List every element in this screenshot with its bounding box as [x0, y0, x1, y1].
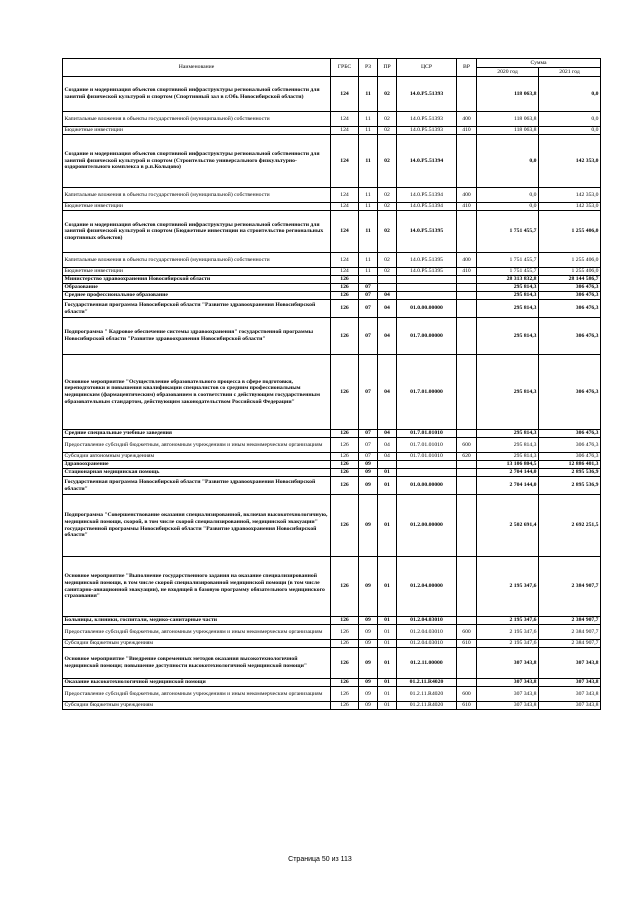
cell-pr: 04 — [378, 430, 397, 438]
cell-sum-2021: 307 343,8 — [539, 687, 601, 702]
table-row — [63, 188, 601, 203]
header-name: Наименование — [63, 59, 331, 77]
cell-name: Предоставление субсидий бюджетным, автономным учреждениям и иным некоммерческим организациям — [63, 625, 331, 640]
table-row — [63, 355, 601, 430]
cell-sum-2020: 307 343,8 — [477, 687, 539, 702]
cell-csr: 14.0.P5.51395 — [397, 211, 457, 253]
table-row — [63, 300, 601, 318]
cell-name: Стационарная медицинская помощь — [63, 469, 331, 477]
cell-vr: 620 — [457, 453, 477, 461]
cell-rz: 07 — [359, 292, 378, 300]
table-row — [63, 702, 601, 710]
cell-csr: 01.7.01.01010 — [397, 438, 457, 453]
cell-sum-2021: 306 476,3 — [539, 292, 601, 300]
table-row — [63, 495, 601, 557]
table-row — [63, 640, 601, 648]
cell-rz: 09 — [359, 640, 378, 648]
cell-name: Основное мероприятие "Осуществление образовательного процесса в сфере подготовки, переподготовки и повышения квалификации специалистов со средним профессиональным медицинским (фармацевтическим) образованием в соответствии с действующим государственным образовательным стандартом, действующим законодательством Российской Федерации" — [63, 355, 331, 430]
cell-csr: 01.2.00.00000 — [397, 495, 457, 557]
cell-pr — [378, 276, 397, 284]
cell-rz: 07 — [359, 453, 378, 461]
cell-grbs: 126 — [331, 300, 359, 318]
cell-vr: 600 — [457, 687, 477, 702]
cell-sum-2021: 306 476,3 — [539, 284, 601, 292]
table-row — [63, 284, 601, 292]
table-row — [63, 469, 601, 477]
cell-vr: 600 — [457, 438, 477, 453]
cell-name: Предоставление субсидий бюджетным, автономным учреждениям и иным некоммерческим организациям — [63, 687, 331, 702]
cell-csr: 01.2.11.R4020 — [397, 679, 457, 687]
cell-grbs: 126 — [331, 557, 359, 617]
cell-grbs: 126 — [331, 453, 359, 461]
cell-sum-2020: 0,0 — [477, 203, 539, 211]
table-row — [63, 135, 601, 188]
cell-name: Здравоохранение — [63, 461, 331, 469]
cell-sum-2021: 306 476,3 — [539, 355, 601, 430]
cell-name: Подпрограмма "Совершенствование оказания специализированной, включая высокотехнологичную, медицинской помощи, скорой, в том числе скорой специализированной, медицинской эвакуации" государственной программы Новосибирской области "Развитие здравоохранения Новосибирской области" — [63, 495, 331, 557]
cell-name: Субсидии автономным учреждениям — [63, 453, 331, 461]
cell-pr: 01 — [378, 469, 397, 477]
table-row — [63, 625, 601, 640]
cell-name: Среднее профессиональное образование — [63, 292, 331, 300]
cell-name: Субсидии бюджетным учреждениям — [63, 640, 331, 648]
cell-name: Бюджетные инвестиции — [63, 127, 331, 135]
cell-csr — [397, 284, 457, 292]
cell-grbs: 126 — [331, 292, 359, 300]
cell-grbs: 126 — [331, 617, 359, 625]
cell-csr: 01.2.11.R4020 — [397, 687, 457, 702]
cell-name: Бюджетные инвестиции — [63, 268, 331, 276]
cell-sum-2021: 1 255 406,0 — [539, 268, 601, 276]
cell-grbs: 124 — [331, 203, 359, 211]
cell-name: Субсидии бюджетным учреждениям — [63, 702, 331, 710]
cell-pr: 01 — [378, 617, 397, 625]
cell-pr: 02 — [378, 77, 397, 112]
cell-sum-2020: 295 814,3 — [477, 318, 539, 355]
cell-sum-2021: 2 895 536,9 — [539, 469, 601, 477]
cell-grbs: 126 — [331, 687, 359, 702]
table-row — [63, 461, 601, 469]
cell-sum-2021: 307 343,8 — [539, 702, 601, 710]
cell-rz: 09 — [359, 679, 378, 687]
cell-rz: 07 — [359, 355, 378, 430]
cell-rz: 11 — [359, 112, 378, 127]
cell-name: Средние специальные учебные заведения — [63, 430, 331, 438]
cell-sum-2021: 142 353,0 — [539, 188, 601, 203]
cell-vr — [457, 617, 477, 625]
cell-name: Основное мероприятие "Внедрение современных методов оказания высокотехнологичной медицинской помощи; повышение доступности высокотехнологичной медицинской помощи" — [63, 648, 331, 679]
cell-csr: 01.2.04.03010 — [397, 625, 457, 640]
cell-name: Создание и модернизация объектов спортивной инфраструктуры региональной собственности для занятий физической культурой и спортом (Строительство универсального физкультурно-оздоровительного комплекса в р.п.Кольцово) — [63, 135, 331, 188]
cell-grbs: 124 — [331, 268, 359, 276]
cell-pr: 02 — [378, 188, 397, 203]
cell-pr: 01 — [378, 679, 397, 687]
cell-sum-2020: 307 343,8 — [477, 702, 539, 710]
cell-rz: 09 — [359, 557, 378, 617]
table-row — [63, 211, 601, 253]
page-footer: Страница 50 из 113 — [288, 856, 352, 863]
cell-vr — [457, 135, 477, 188]
cell-rz: 07 — [359, 430, 378, 438]
cell-sum-2020: 2 704 144,0 — [477, 477, 539, 495]
table-row — [63, 253, 601, 268]
cell-csr: 01.2.04.03010 — [397, 617, 457, 625]
cell-sum-2021: 306 476,3 — [539, 438, 601, 453]
cell-sum-2020: 295 814,3 — [477, 284, 539, 292]
cell-vr — [457, 469, 477, 477]
cell-sum-2021: 307 343,8 — [539, 648, 601, 679]
cell-grbs: 126 — [331, 461, 359, 469]
cell-name: Государственная программа Новосибирской области "Развитие здравоохранения Новосибирской области" — [63, 300, 331, 318]
cell-vr — [457, 211, 477, 253]
cell-pr: 02 — [378, 135, 397, 188]
cell-vr — [457, 477, 477, 495]
cell-grbs: 124 — [331, 188, 359, 203]
budget-table — [62, 58, 601, 710]
cell-sum-2021: 306 476,3 — [539, 300, 601, 318]
cell-pr: 01 — [378, 648, 397, 679]
cell-sum-2021: 142 353,0 — [539, 203, 601, 211]
cell-rz: 11 — [359, 253, 378, 268]
cell-grbs: 124 — [331, 112, 359, 127]
cell-sum-2020: 307 343,8 — [477, 648, 539, 679]
cell-rz: 07 — [359, 284, 378, 292]
cell-name: Государственная программа Новосибирской области "Развитие здравоохранения Новосибирской области" — [63, 477, 331, 495]
cell-rz: 11 — [359, 203, 378, 211]
cell-vr: 610 — [457, 702, 477, 710]
cell-csr — [397, 276, 457, 284]
header-vr: ВР — [457, 59, 477, 77]
cell-sum-2020: 295 814,3 — [477, 430, 539, 438]
cell-sum-2021: 1 255 406,0 — [539, 211, 601, 253]
cell-grbs: 126 — [331, 276, 359, 284]
cell-rz: 11 — [359, 127, 378, 135]
cell-sum-2020: 295 814,3 — [477, 453, 539, 461]
cell-sum-2021: 12 886 401,3 — [539, 461, 601, 469]
cell-rz: 07 — [359, 300, 378, 318]
cell-vr — [457, 77, 477, 112]
cell-sum-2020: 307 343,8 — [477, 679, 539, 687]
cell-rz: 09 — [359, 687, 378, 702]
cell-vr: 600 — [457, 625, 477, 640]
cell-pr: 04 — [378, 453, 397, 461]
cell-pr: 02 — [378, 211, 397, 253]
cell-csr: 14.0.P5.51393 — [397, 112, 457, 127]
cell-pr: 01 — [378, 640, 397, 648]
cell-rz: 09 — [359, 477, 378, 495]
cell-grbs: 126 — [331, 679, 359, 687]
cell-pr: 04 — [378, 292, 397, 300]
cell-sum-2020: 0,0 — [477, 135, 539, 188]
cell-csr: 14.0.P5.51393 — [397, 127, 457, 135]
cell-sum-2021: 2 384 907,7 — [539, 617, 601, 625]
cell-csr: 01.0.00.00000 — [397, 300, 457, 318]
table-row — [63, 617, 601, 625]
table-row — [63, 318, 601, 355]
cell-sum-2021: 0,0 — [539, 77, 601, 112]
cell-name: Подпрограмма " Кадровое обеспечение системы здравоохранения" государственной программы Новосибирской области "Развитие здравоохранения Новосибирской области" — [63, 318, 331, 355]
cell-csr — [397, 469, 457, 477]
cell-grbs: 126 — [331, 430, 359, 438]
header-grbs: ГРБС — [331, 59, 359, 77]
cell-name: Создание и модернизация объектов спортивной инфраструктуры региональной собственности для занятий физической культурой и спортом (Спортивный зал в г.Обь Новосибирской области) — [63, 77, 331, 112]
table-row — [63, 438, 601, 453]
cell-csr: 14.0.P5.51394 — [397, 135, 457, 188]
cell-grbs: 126 — [331, 495, 359, 557]
cell-grbs: 124 — [331, 127, 359, 135]
cell-vr — [457, 461, 477, 469]
table-row — [63, 292, 601, 300]
cell-rz — [359, 276, 378, 284]
cell-rz: 07 — [359, 438, 378, 453]
cell-vr: 410 — [457, 268, 477, 276]
cell-sum-2020: 118 063,8 — [477, 77, 539, 112]
cell-csr: 01.7.01.01010 — [397, 453, 457, 461]
cell-pr: 02 — [378, 127, 397, 135]
cell-rz: 09 — [359, 461, 378, 469]
cell-rz: 11 — [359, 211, 378, 253]
cell-name: Бюджетные инвестиции — [63, 203, 331, 211]
cell-pr — [378, 284, 397, 292]
cell-pr: 01 — [378, 625, 397, 640]
cell-sum-2020: 1 751 455,7 — [477, 268, 539, 276]
cell-grbs: 124 — [331, 211, 359, 253]
table-row — [63, 453, 601, 461]
cell-pr: 02 — [378, 268, 397, 276]
cell-csr: 14.0.P5.51393 — [397, 77, 457, 112]
table-row — [63, 203, 601, 211]
table-row — [63, 77, 601, 112]
cell-sum-2020: 295 814,3 — [477, 438, 539, 453]
cell-name: Образование — [63, 284, 331, 292]
cell-rz: 09 — [359, 648, 378, 679]
cell-rz: 09 — [359, 625, 378, 640]
cell-grbs: 124 — [331, 253, 359, 268]
cell-vr — [457, 292, 477, 300]
cell-name: Больницы, клиники, госпитали, медико-санитарные части — [63, 617, 331, 625]
cell-sum-2020: 2 195 347,6 — [477, 625, 539, 640]
cell-vr — [457, 648, 477, 679]
cell-sum-2021: 306 476,3 — [539, 318, 601, 355]
table-row — [63, 477, 601, 495]
cell-csr: 01.2.04.00000 — [397, 557, 457, 617]
cell-grbs: 126 — [331, 318, 359, 355]
cell-vr — [457, 300, 477, 318]
cell-sum-2020: 1 751 455,7 — [477, 211, 539, 253]
cell-name: Министерство здравоохранения Новосибирской области — [63, 276, 331, 284]
cell-sum-2020: 118 063,8 — [477, 127, 539, 135]
cell-grbs: 126 — [331, 702, 359, 710]
cell-csr: 01.0.00.00000 — [397, 477, 457, 495]
table-row — [63, 127, 601, 135]
cell-name: Оказание высокотехнологичной медицинской помощи — [63, 679, 331, 687]
cell-sum-2021: 1 255 406,0 — [539, 253, 601, 268]
cell-sum-2021: 306 476,3 — [539, 430, 601, 438]
cell-csr: 14.0.P5.51395 — [397, 268, 457, 276]
cell-csr: 01.2.11.00000 — [397, 648, 457, 679]
cell-pr — [378, 461, 397, 469]
cell-vr: 400 — [457, 188, 477, 203]
cell-pr: 02 — [378, 112, 397, 127]
cell-rz: 11 — [359, 135, 378, 188]
cell-sum-2020: 2 195 347,6 — [477, 640, 539, 648]
table-row — [63, 430, 601, 438]
table-row — [63, 557, 601, 617]
cell-vr — [457, 284, 477, 292]
table-row — [63, 687, 601, 702]
cell-vr — [457, 679, 477, 687]
cell-vr: 610 — [457, 640, 477, 648]
cell-vr — [457, 557, 477, 617]
header-year-2020: 2020 год — [477, 68, 539, 77]
cell-pr: 04 — [378, 318, 397, 355]
cell-sum-2021: 2 692 251,5 — [539, 495, 601, 557]
cell-pr: 01 — [378, 702, 397, 710]
cell-csr: 01.7.00.00000 — [397, 318, 457, 355]
cell-sum-2020: 1 751 455,7 — [477, 253, 539, 268]
cell-pr: 01 — [378, 477, 397, 495]
cell-pr: 04 — [378, 438, 397, 453]
cell-name: Основное мероприятие "Выполнение государственного задания на оказание специализированной медицинской помощи, в том числе скорой специализированной медицинской помощи (в том числе санитарно-авиационной эвакуации), не входящей в базовую программу обязательного медицинского страхования" — [63, 557, 331, 617]
cell-name: Капитальные вложения в объекты государственной (муниципальной) собственности — [63, 253, 331, 268]
cell-rz: 09 — [359, 617, 378, 625]
cell-sum-2020: 295 814,3 — [477, 300, 539, 318]
cell-sum-2021: 307 343,8 — [539, 679, 601, 687]
cell-pr: 04 — [378, 355, 397, 430]
cell-sum-2021: 2 384 907,7 — [539, 625, 601, 640]
cell-sum-2020: 295 814,3 — [477, 292, 539, 300]
cell-csr: 01.7.01.00000 — [397, 355, 457, 430]
cell-vr — [457, 318, 477, 355]
cell-rz: 09 — [359, 702, 378, 710]
cell-sum-2020: 2 502 691,4 — [477, 495, 539, 557]
cell-rz: 11 — [359, 77, 378, 112]
cell-csr: 14.0.P5.51394 — [397, 203, 457, 211]
cell-rz: 07 — [359, 318, 378, 355]
cell-csr: 01.7.01.01010 — [397, 430, 457, 438]
header-year-2021: 2021 год — [539, 68, 601, 77]
cell-sum-2020: 28 313 832,8 — [477, 276, 539, 284]
cell-vr — [457, 355, 477, 430]
cell-rz: 11 — [359, 268, 378, 276]
cell-name: Создание и модернизация объектов спортивной инфраструктуры региональной собственности для занятий физической культурой и спортом (Бюджетные инвестиции на строительство региональных спортивных объектов) — [63, 211, 331, 253]
cell-vr: 400 — [457, 253, 477, 268]
cell-sum-2021: 306 476,3 — [539, 453, 601, 461]
cell-sum-2020: 13 106 804,5 — [477, 461, 539, 469]
cell-grbs: 126 — [331, 477, 359, 495]
cell-name: Капитальные вложения в объекты государственной (муниципальной) собственности — [63, 112, 331, 127]
cell-csr — [397, 292, 457, 300]
cell-pr: 02 — [378, 203, 397, 211]
table-row — [63, 112, 601, 127]
cell-vr: 410 — [457, 203, 477, 211]
cell-csr: 01.2.11.R4020 — [397, 702, 457, 710]
cell-pr: 01 — [378, 557, 397, 617]
cell-vr: 400 — [457, 112, 477, 127]
cell-sum-2021: 2 895 536,9 — [539, 477, 601, 495]
cell-sum-2021: 28 144 586,7 — [539, 276, 601, 284]
header-sum: Сумма — [477, 59, 601, 68]
cell-pr: 02 — [378, 253, 397, 268]
cell-sum-2020: 295 814,3 — [477, 355, 539, 430]
cell-grbs: 124 — [331, 77, 359, 112]
cell-rz: 09 — [359, 469, 378, 477]
cell-vr: 410 — [457, 127, 477, 135]
cell-rz: 11 — [359, 188, 378, 203]
table-row — [63, 276, 601, 284]
cell-grbs: 126 — [331, 438, 359, 453]
cell-grbs: 126 — [331, 640, 359, 648]
cell-grbs: 126 — [331, 648, 359, 679]
cell-grbs: 124 — [331, 135, 359, 188]
header-csr: ЦСР — [397, 59, 457, 77]
header-rz: РЗ — [359, 59, 378, 77]
cell-csr: 14.0.P5.51394 — [397, 188, 457, 203]
cell-sum-2021: 2 384 907,7 — [539, 640, 601, 648]
cell-vr — [457, 495, 477, 557]
cell-sum-2020: 2 704 144,0 — [477, 469, 539, 477]
cell-pr: 04 — [378, 300, 397, 318]
cell-name: Капитальные вложения в объекты государственной (муниципальной) собственности — [63, 188, 331, 203]
cell-sum-2020: 2 195 347,6 — [477, 557, 539, 617]
cell-rz: 09 — [359, 495, 378, 557]
cell-sum-2021: 0,0 — [539, 127, 601, 135]
cell-vr — [457, 276, 477, 284]
cell-sum-2020: 2 195 347,6 — [477, 617, 539, 625]
cell-grbs: 126 — [331, 284, 359, 292]
table-row — [63, 268, 601, 276]
cell-sum-2020: 0,0 — [477, 188, 539, 203]
header-pr: ПР — [378, 59, 397, 77]
cell-name: Предоставление субсидий бюджетным, автономным учреждениям и иным некоммерческим организациям — [63, 438, 331, 453]
table-row — [63, 679, 601, 687]
cell-csr — [397, 461, 457, 469]
cell-pr: 01 — [378, 495, 397, 557]
table-body — [63, 77, 601, 710]
cell-csr: 14.0.P5.51395 — [397, 253, 457, 268]
cell-sum-2021: 2 384 907,7 — [539, 557, 601, 617]
cell-vr — [457, 430, 477, 438]
cell-grbs: 126 — [331, 355, 359, 430]
cell-grbs: 126 — [331, 469, 359, 477]
cell-sum-2020: 118 063,8 — [477, 112, 539, 127]
cell-pr: 01 — [378, 687, 397, 702]
cell-csr: 01.2.04.03010 — [397, 640, 457, 648]
table-row — [63, 648, 601, 679]
cell-sum-2021: 0,0 — [539, 112, 601, 127]
cell-sum-2021: 142 353,0 — [539, 135, 601, 188]
cell-grbs: 126 — [331, 625, 359, 640]
